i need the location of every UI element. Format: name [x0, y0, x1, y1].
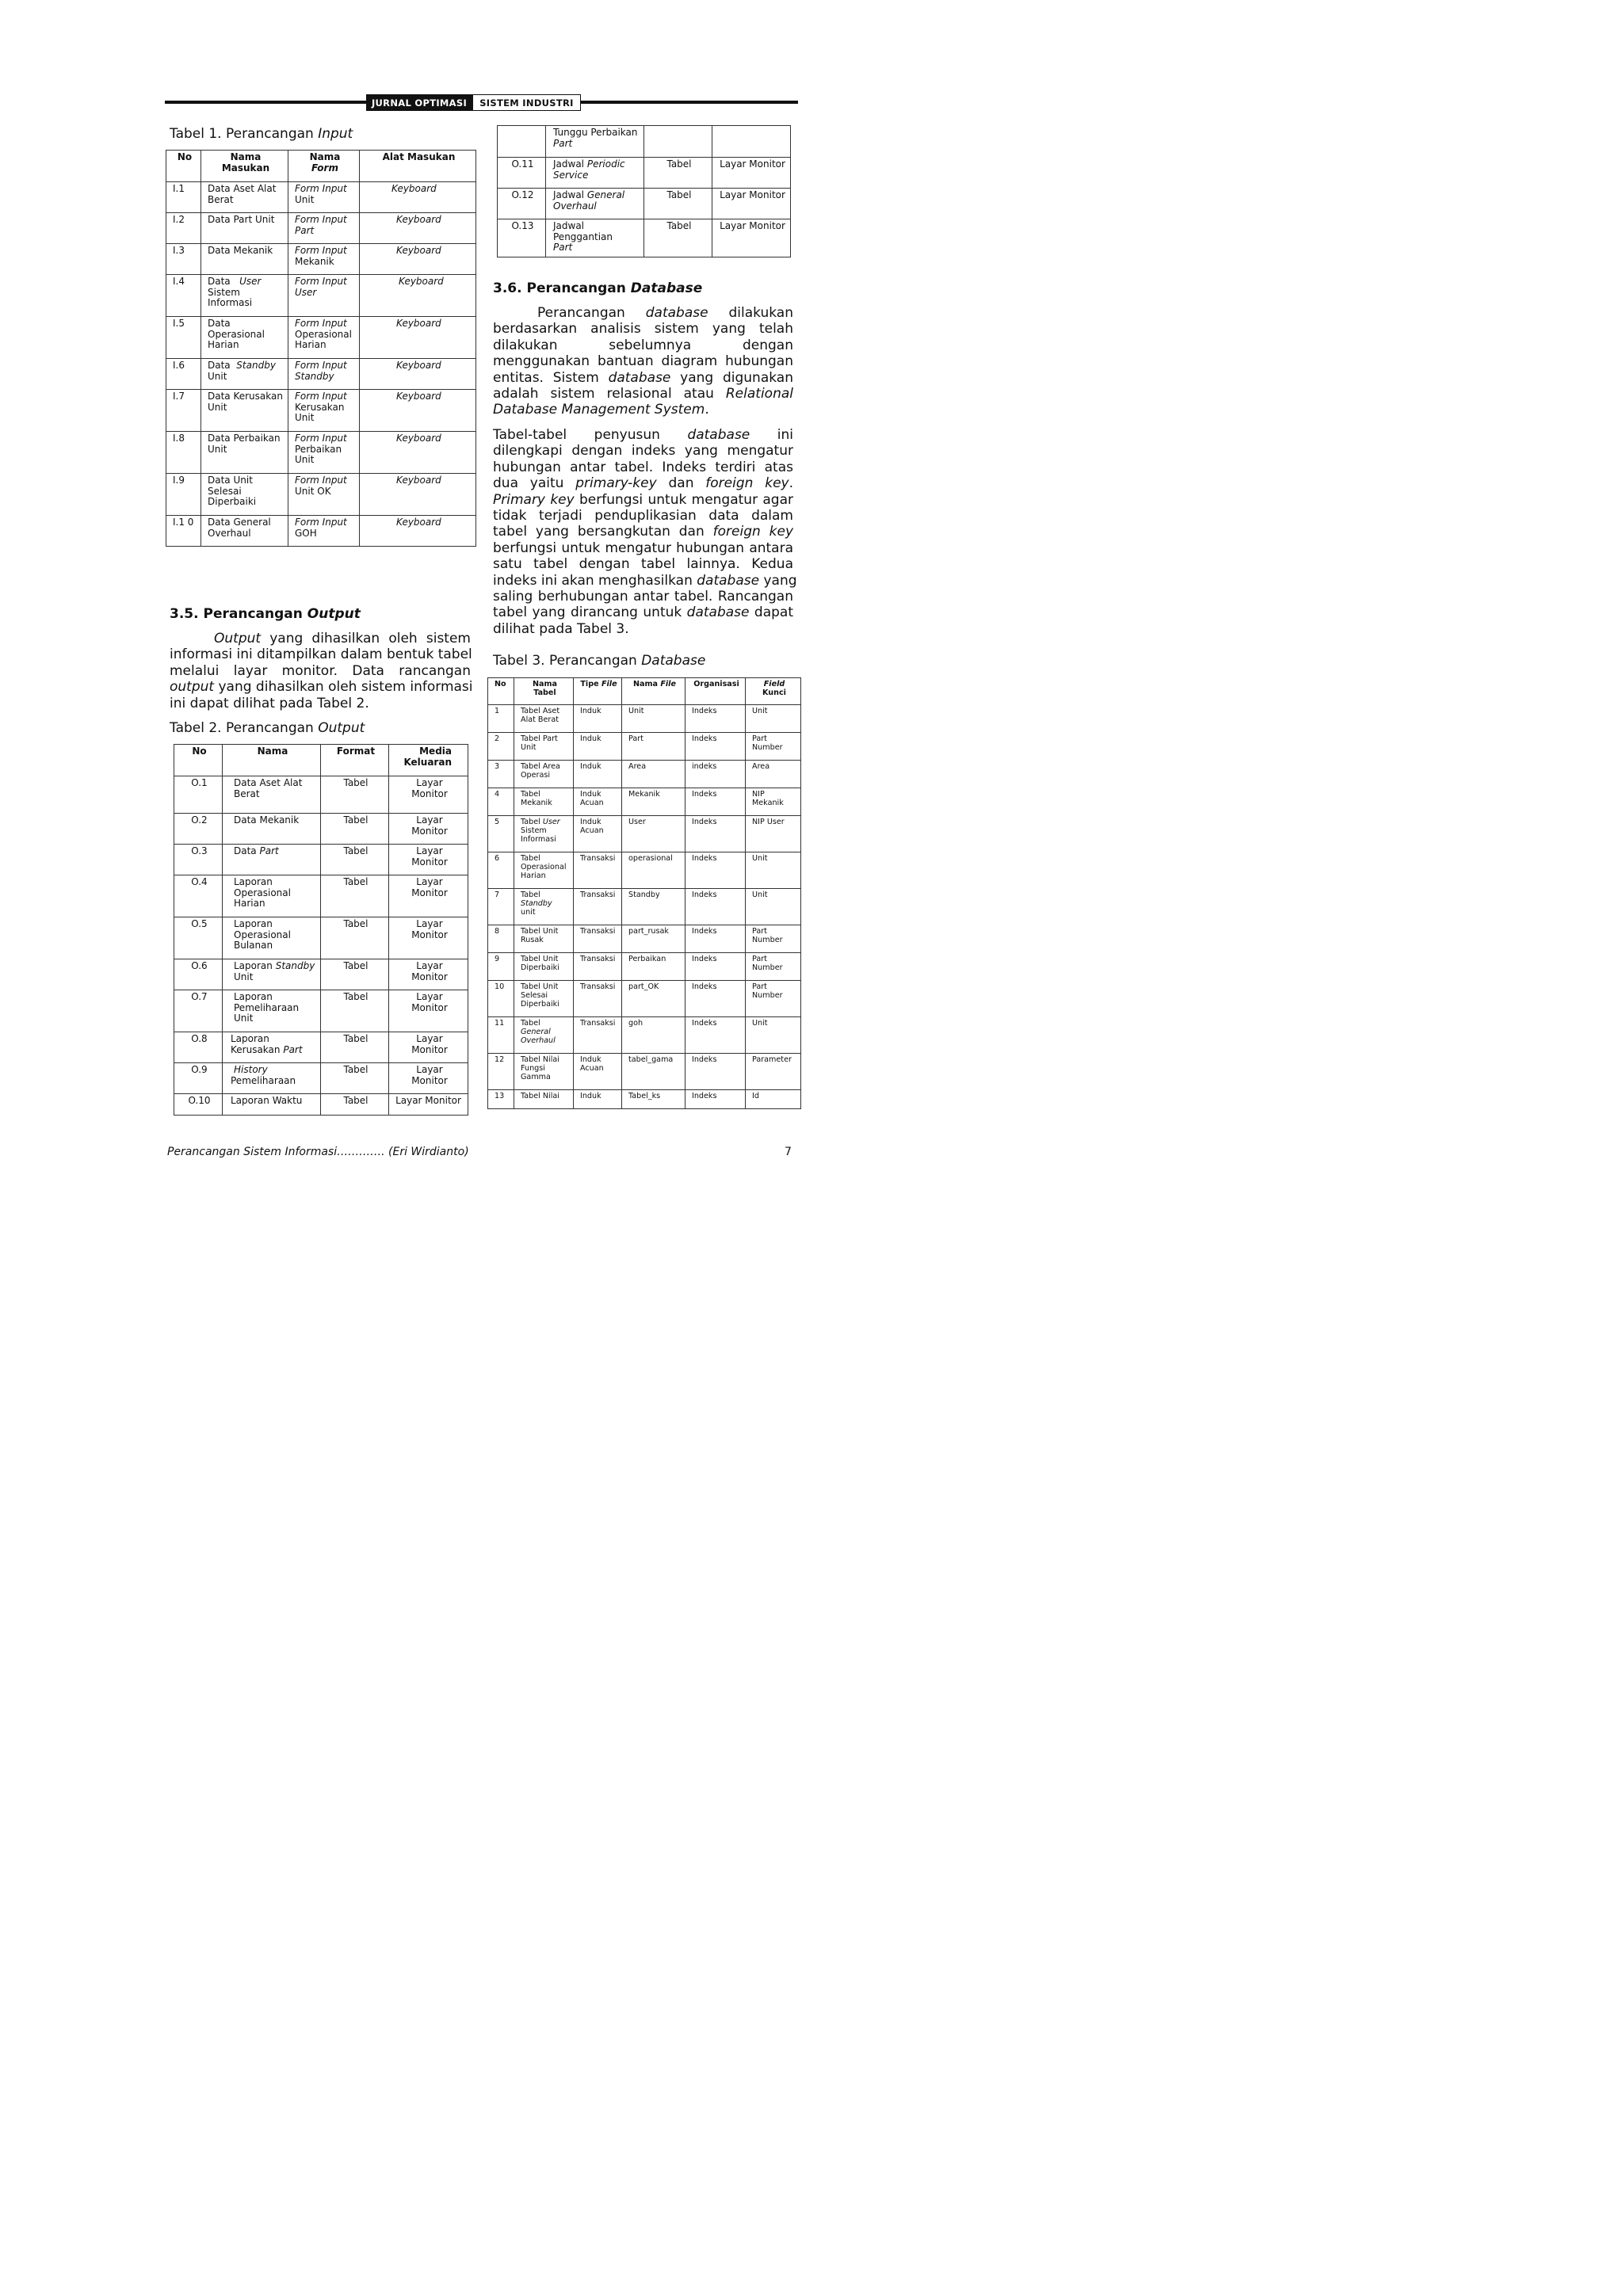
col-header-nama: Nama [223, 745, 321, 776]
table-row: I.3 Data Mekanik Form Input Mekanik Keyboard [166, 244, 476, 275]
journal-page [0, 0, 872, 1233]
table-row: 6 Tabel Operasional Harian Transaksi operasional Indeks Unit [488, 852, 801, 889]
table-row: I.4 Data User Sistem Informasi Form Input User Keyboard [166, 275, 476, 317]
table-row: 13 Tabel Nilai Induk Tabel_ks Indeks Id [488, 1090, 801, 1109]
col-header-no: No [166, 151, 201, 182]
table-row: 4 Tabel Mekanik Induk Acuan Mekanik Indeks NIP Mekanik [488, 788, 801, 816]
paragraph-line: informasi ini ditampilkan dalam bentuk tabel [170, 646, 472, 663]
table-row: 7 Tabel Standby unit Transaksi Standby Indeks Unit [488, 889, 801, 925]
col-header-organisasi: Organisasi [685, 678, 746, 705]
paragraph-line: dilengkapi dengan indeks yang mengatur [493, 443, 793, 460]
journal-name-left: JURNAL OPTIMASI [366, 94, 472, 111]
table1-caption: Tabel 1. Perancangan Input [170, 126, 353, 142]
section-3-6-paragraph-2 [493, 427, 797, 637]
paragraph-line: dua yaitu primary-key dan foreign key. [493, 475, 793, 492]
paragraph-line: tabel yang dirancang untuk database dapat [493, 605, 793, 621]
table-row: 9 Tabel Unit Diperbaiki Transaksi Perbaikan Indeks Part Number [488, 953, 801, 981]
paragraph-line: ini dapat dilihat pada Tabel 2. [170, 695, 369, 711]
table-perancangan-input [166, 150, 476, 547]
table-perancangan-database [487, 677, 801, 1109]
table-row: 8 Tabel Unit Rusak Transaksi part_rusak Indeks Part Number [488, 925, 801, 953]
paragraph-line: berdasarkan analisis sistem yang telah [493, 321, 793, 338]
paragraph-line: dilakukan sebelumnya dengan [493, 337, 793, 353]
table-perancangan-output [174, 744, 468, 1116]
section-3-6-heading: 3.6. Perancangan Database [493, 280, 703, 296]
running-footer: Perancangan Sistem Informasi…………. (Eri Wirdianto) [167, 1146, 469, 1158]
paragraph-line: tabel yang bersangkutan dan foreign key [493, 524, 794, 540]
table-row: O.13 Jadwal Penggantian Part Tabel Layar Monitor [498, 219, 791, 257]
page-number: 7 [785, 1146, 792, 1158]
col-header-nama-tabel: Nama Tabel [514, 678, 574, 705]
table-row: I.1 0 Data General Overhaul Form Input GOH Keyboard [166, 516, 476, 547]
table-row: I.5 Data Operasional Harian Form Input Operasional Harian Keyboard [166, 317, 476, 359]
col-header-format: Format [321, 745, 389, 776]
table-row: O.2 Data Mekanik Tabel Layar Monitor [174, 814, 468, 845]
table-row: 5 Tabel User Sistem Informasi Induk Acuan User Indeks NIP User [488, 816, 801, 852]
table-row: 10 Tabel Unit Selesai Diperbaiki Transaksi part_OK Indeks Part Number [488, 981, 801, 1017]
paragraph-line: indeks ini akan menghasilkan database yang [493, 572, 797, 589]
col-header-nama-masukan: Nama Masukan [201, 151, 288, 182]
paragraph-line: entitas. Sistem database yang digunakan [493, 369, 793, 386]
paragraph-line: satu tabel dengan tabel lainnya. Kedua [493, 556, 793, 573]
paragraph-line: melalui layar monitor. Data rancangan [170, 662, 471, 679]
col-header-tipe-file: Tipe File [574, 678, 622, 705]
paragraph-line: menggunakan bantuan diagram hubungan [493, 353, 793, 370]
paragraph-line: dilihat pada Tabel 3. [493, 620, 629, 637]
table-row: O.5 Laporan Operasional Bulanan Tabel Layar Monitor [174, 917, 468, 959]
table-row: 1 Tabel Aset Alat Berat Induk Unit Indeks Unit [488, 705, 801, 733]
paragraph-line: berfungsi untuk mengatur hubungan antara [493, 540, 793, 556]
table-row: I.2 Data Part Unit Form Input Part Keyboard [166, 213, 476, 244]
table-row: 11 Tabel General Overhaul Transaksi goh Indeks Unit [488, 1017, 801, 1054]
col-header-no: No [488, 678, 514, 705]
table-row: O.8 Laporan Kerusakan Part Tabel Layar Monitor [174, 1032, 468, 1063]
table-row: 2 Tabel Part Unit Induk Part Indeks Part Number [488, 733, 801, 761]
paragraph-line: Output yang dihasilkan oleh sistem [214, 631, 471, 646]
paragraph-line: Perancangan database dilakukan [537, 305, 793, 321]
paragraph-line: saling berhubungan antar tabel. Rancangan [493, 589, 793, 605]
table-row: O.1 Data Aset Alat Berat Tabel Layar Monitor [174, 776, 468, 814]
table-row: 3 Tabel Area Operasi Induk Area indeks Area [488, 761, 801, 788]
table-row: I.7 Data Kerusakan Unit Form Input Kerusakan Unit Keyboard [166, 390, 476, 432]
table-row: O.6 Laporan Standby Unit Tabel Layar Monitor [174, 959, 468, 990]
table-row: O.7 Laporan Pemeliharaan Unit Tabel Layar Monitor [174, 990, 468, 1032]
journal-name-right: SISTEM INDUSTRI [472, 94, 581, 111]
section-3-5-paragraph [170, 631, 471, 711]
paragraph-line: adalah sistem relasional atau Relational [493, 386, 793, 402]
table-row: I.9 Data Unit Selesai Diperbaiki Form Input Unit OK Keyboard [166, 474, 476, 516]
header-rule-right [581, 101, 798, 104]
table-header-row [174, 745, 468, 776]
table-row: O.12 Jadwal General Overhaul Tabel Layar Monitor [498, 189, 791, 219]
paragraph-line: tidak terjadi penduplikasian data dalam [493, 508, 793, 524]
table-row: O.4 Laporan Operasional Harian Tabel Layar Monitor [174, 875, 468, 917]
table-row: I.6 Data Standby Unit Form Input Standby Keyboard [166, 359, 476, 390]
col-header-media-keluaran: Media Keluaran [389, 745, 468, 776]
paragraph-line: hubungan antar tabel. Indeks terdiri atas [493, 459, 793, 475]
table-row: O.11 Jadwal Periodic Service Tabel Layar Monitor [498, 158, 791, 189]
table-row: I.1 Data Aset Alat Berat Form Input Unit Keyboard [166, 182, 476, 213]
table-row: O.9 History Pemeliharaan Tabel Layar Monitor [174, 1063, 468, 1094]
header-rule-left [165, 101, 366, 104]
table-perancangan-output-continued [497, 125, 791, 257]
table3-caption: Tabel 3. Perancangan Database [493, 653, 706, 669]
table-row: I.8 Data Perbaikan Unit Form Input Perbaikan Unit Keyboard [166, 432, 476, 474]
table-row: O.3 Data Part Tabel Layar Monitor [174, 845, 468, 875]
table-row: O.10 Laporan Waktu Tabel Layar Monitor [174, 1094, 468, 1116]
paragraph-line: Database Management System. [493, 402, 709, 418]
section-3-5-heading: 3.5. Perancangan Output [170, 606, 361, 622]
col-header-nama-file: Nama File [622, 678, 685, 705]
table-row: Tunggu Perbaikan Part [498, 126, 791, 158]
paragraph-line: output yang dihasilkan oleh sistem informasi [170, 679, 473, 696]
paragraph-line: Tabel-tabel penyusun database ini [493, 427, 793, 443]
table-row: 12 Tabel Nilai Fungsi Gamma Induk Acuan tabel_gama Indeks Parameter [488, 1054, 801, 1090]
col-header-nama-form: Nama Form [288, 151, 360, 182]
col-header-alat-masukan: Alat Masukan [360, 151, 476, 182]
table2-caption: Tabel 2. Perancangan Output [170, 720, 365, 736]
section-3-6-paragraph-1 [493, 305, 793, 418]
table-header-row [166, 151, 476, 182]
table-header-row [488, 678, 801, 705]
paragraph-line: Primary key berfungsi untuk mengatur agar [493, 491, 794, 508]
col-header-no: No [174, 745, 223, 776]
col-header-field-kunci: Field Kunci [746, 678, 801, 705]
